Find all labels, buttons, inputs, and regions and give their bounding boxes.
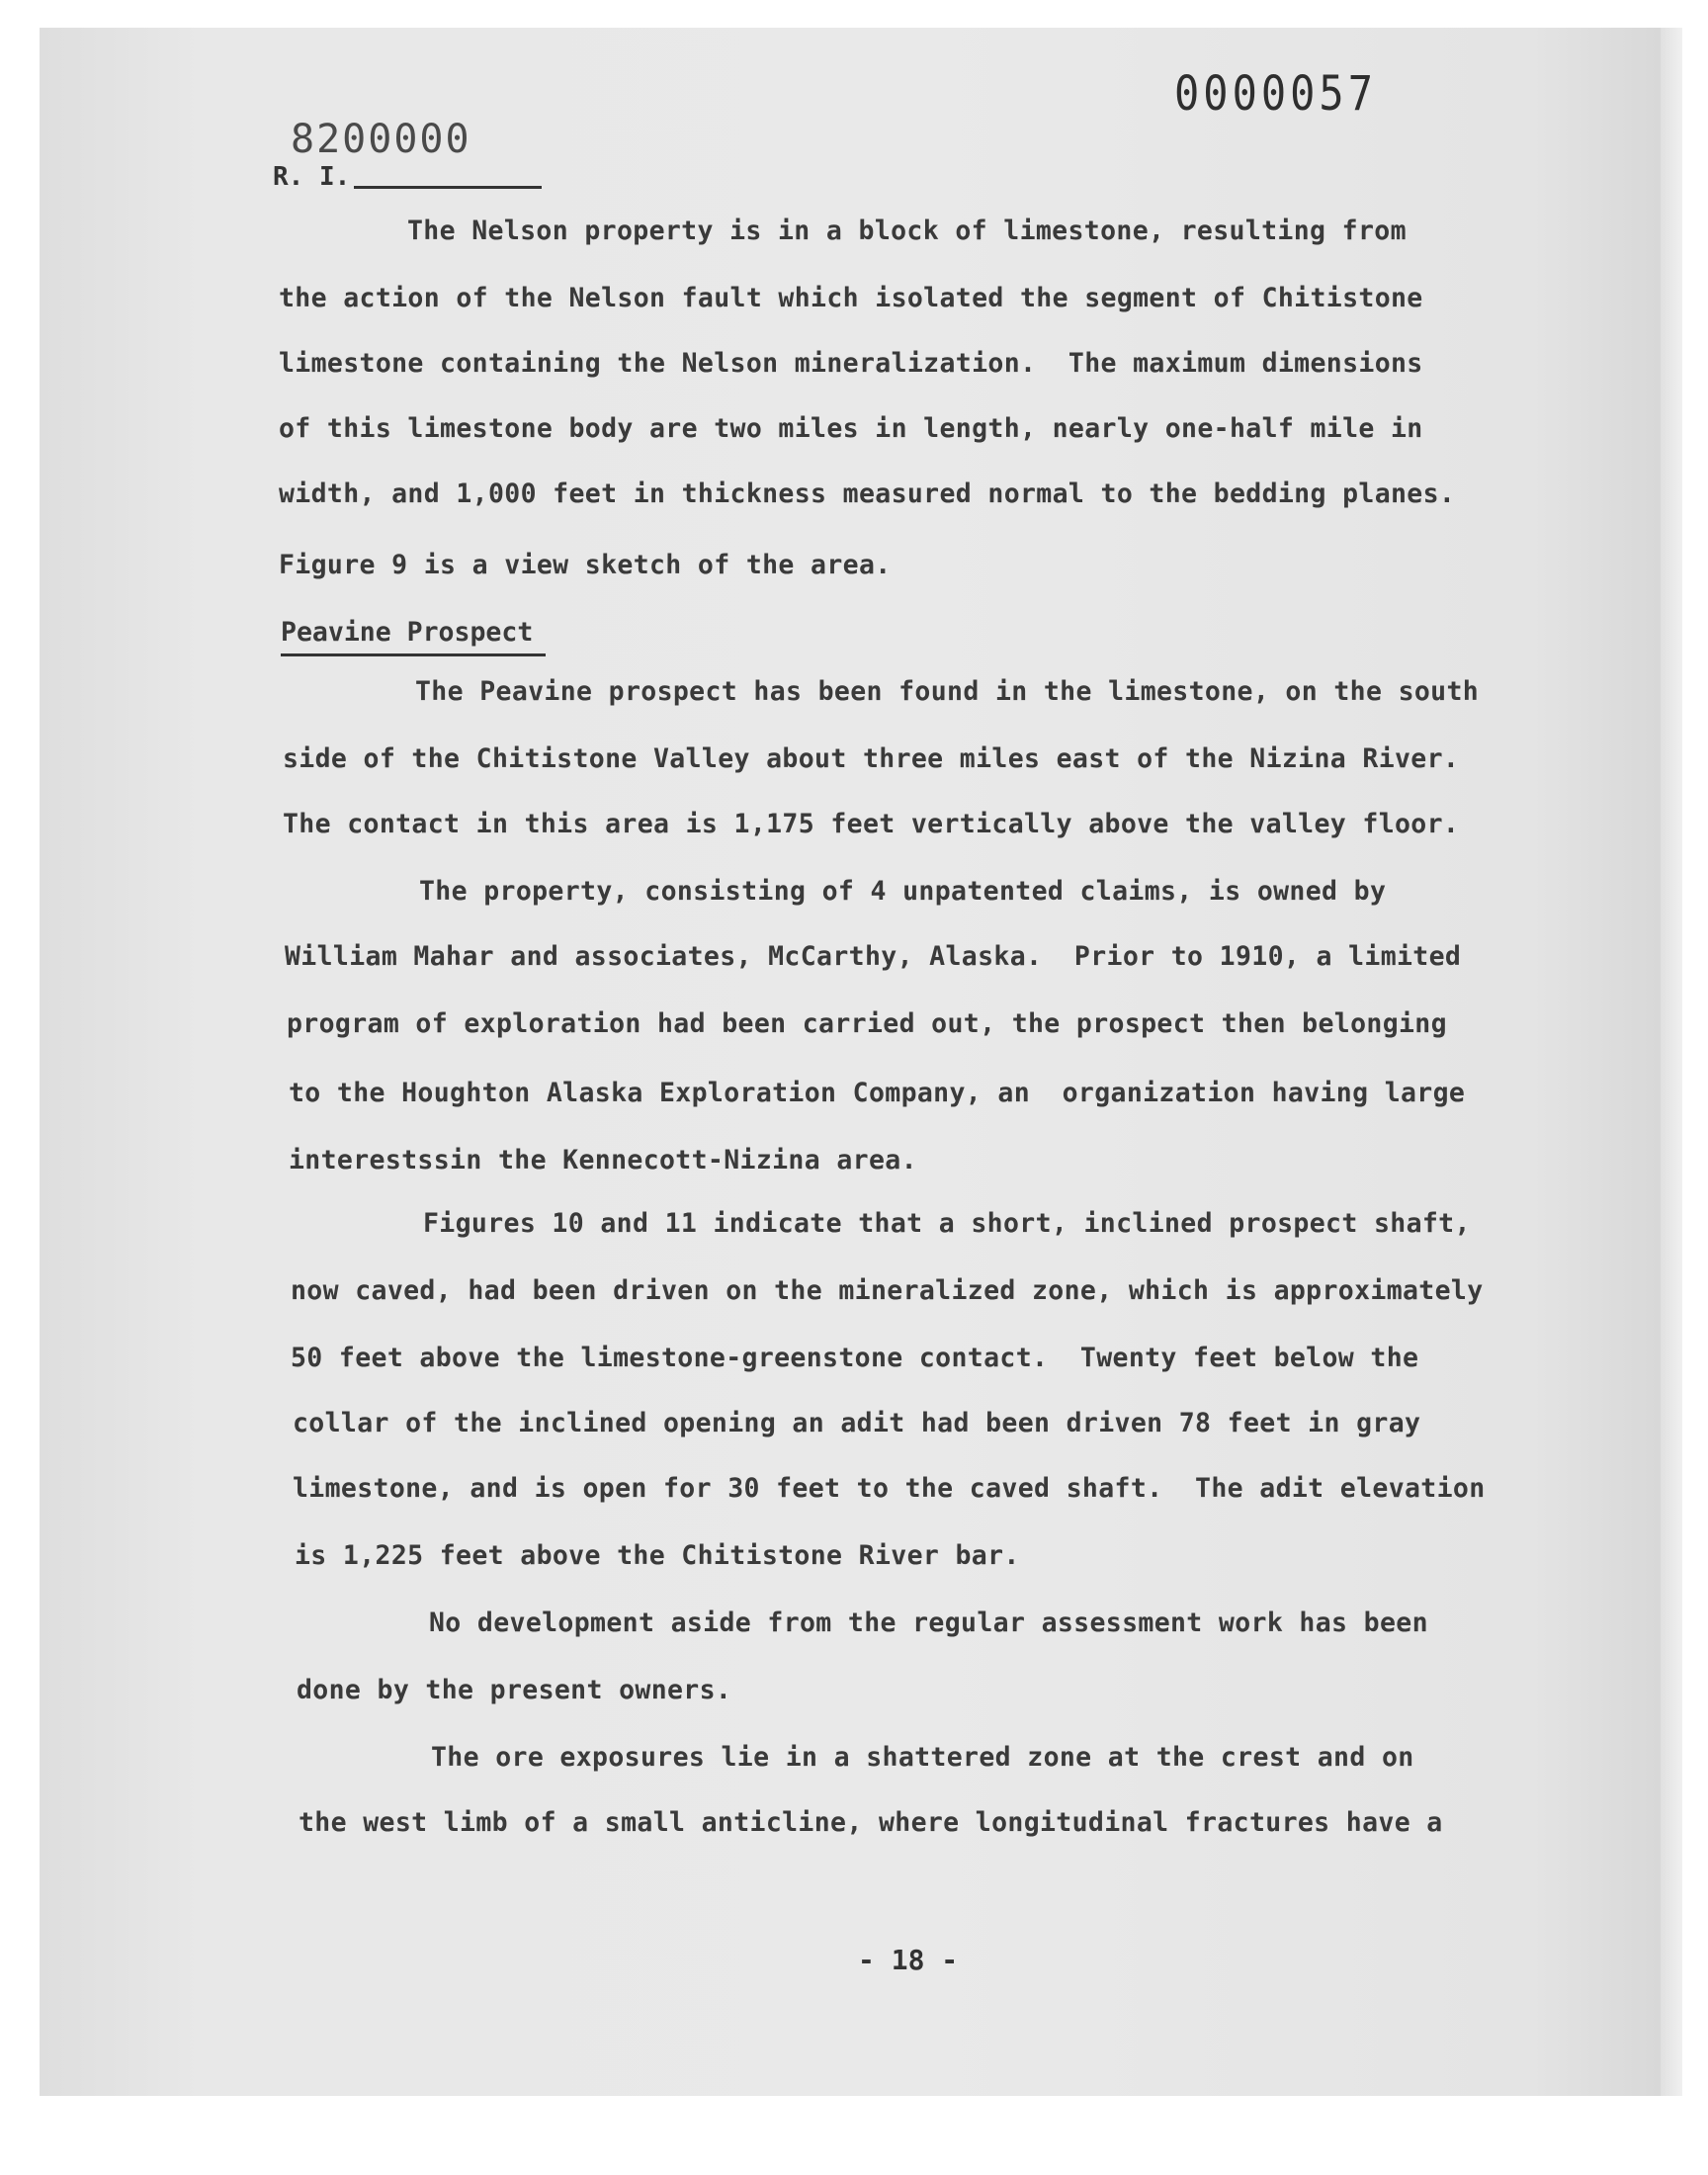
stamp-number: 8200000	[291, 117, 471, 162]
body-line: William Mahar and associates, McCarthy, Alaska. Prior to 1910, a limited	[285, 941, 1462, 972]
body-line: The property, consisting of 4 unpatented claims, is owned by	[419, 876, 1387, 907]
body-line: No development aside from the regular assessment work has been	[429, 1608, 1428, 1638]
body-line: Figures 10 and 11 indicate that a short, inclined prospect shaft,	[423, 1208, 1471, 1239]
body-line: limestone, and is open for 30 feet to the caved shaft. The adit elevation	[293, 1473, 1486, 1504]
ri-label: R. I.	[273, 162, 351, 192]
page-number: - 18 -	[858, 1944, 959, 1976]
body-line: side of the Chitistone Valley about three miles east of the Nizina River.	[283, 743, 1460, 774]
body-line: 50 feet above the limestone-greenstone contact. Twenty feet below the	[291, 1343, 1419, 1373]
body-line: the west limb of a small anticline, where longitudinal fractures have a	[299, 1807, 1443, 1838]
heading-underline	[281, 653, 546, 656]
body-line: limestone containing the Nelson mineralization. The maximum dimensions	[279, 348, 1423, 379]
document-number: 0000057	[1174, 65, 1378, 122]
body-line: done by the present owners.	[297, 1675, 732, 1705]
body-line: interestssin the Kennecott-Nizina area.	[289, 1145, 917, 1175]
scanned-page	[40, 28, 1661, 2096]
section-heading: Peavine Prospect	[281, 617, 534, 648]
body-line: now caved, had been driven on the mineralized zone, which is approximately	[291, 1275, 1484, 1306]
ri-blank-line	[354, 186, 542, 189]
body-line: Figure 9 is a view sketch of the area.	[279, 550, 892, 580]
body-line: The Peavine prospect has been found in the limestone, on the south	[415, 676, 1480, 707]
body-line: to the Houghton Alaska Exploration Company, an organization having large	[289, 1078, 1466, 1108]
body-line: The Nelson property is in a block of limestone, resulting from	[407, 216, 1407, 246]
body-line: of this limestone body are two miles in length, nearly one-half mile in	[279, 413, 1423, 444]
page-edge	[1661, 28, 1682, 2096]
body-line: The contact in this area is 1,175 feet vertically above the valley floor.	[283, 809, 1460, 839]
body-line: program of exploration had been carried out, the prospect then belonging	[287, 1008, 1447, 1039]
body-line: collar of the inclined opening an adit had been driven 78 feet in gray	[293, 1408, 1421, 1438]
body-line: The ore exposures lie in a shattered zone at the crest and on	[431, 1742, 1414, 1773]
body-line: width, and 1,000 feet in thickness measured normal to the bedding planes.	[279, 478, 1456, 509]
body-line: is 1,225 feet above the Chitistone River bar.	[295, 1540, 1020, 1571]
body-line: the action of the Nelson fault which isolated the segment of Chitistone	[279, 283, 1423, 313]
